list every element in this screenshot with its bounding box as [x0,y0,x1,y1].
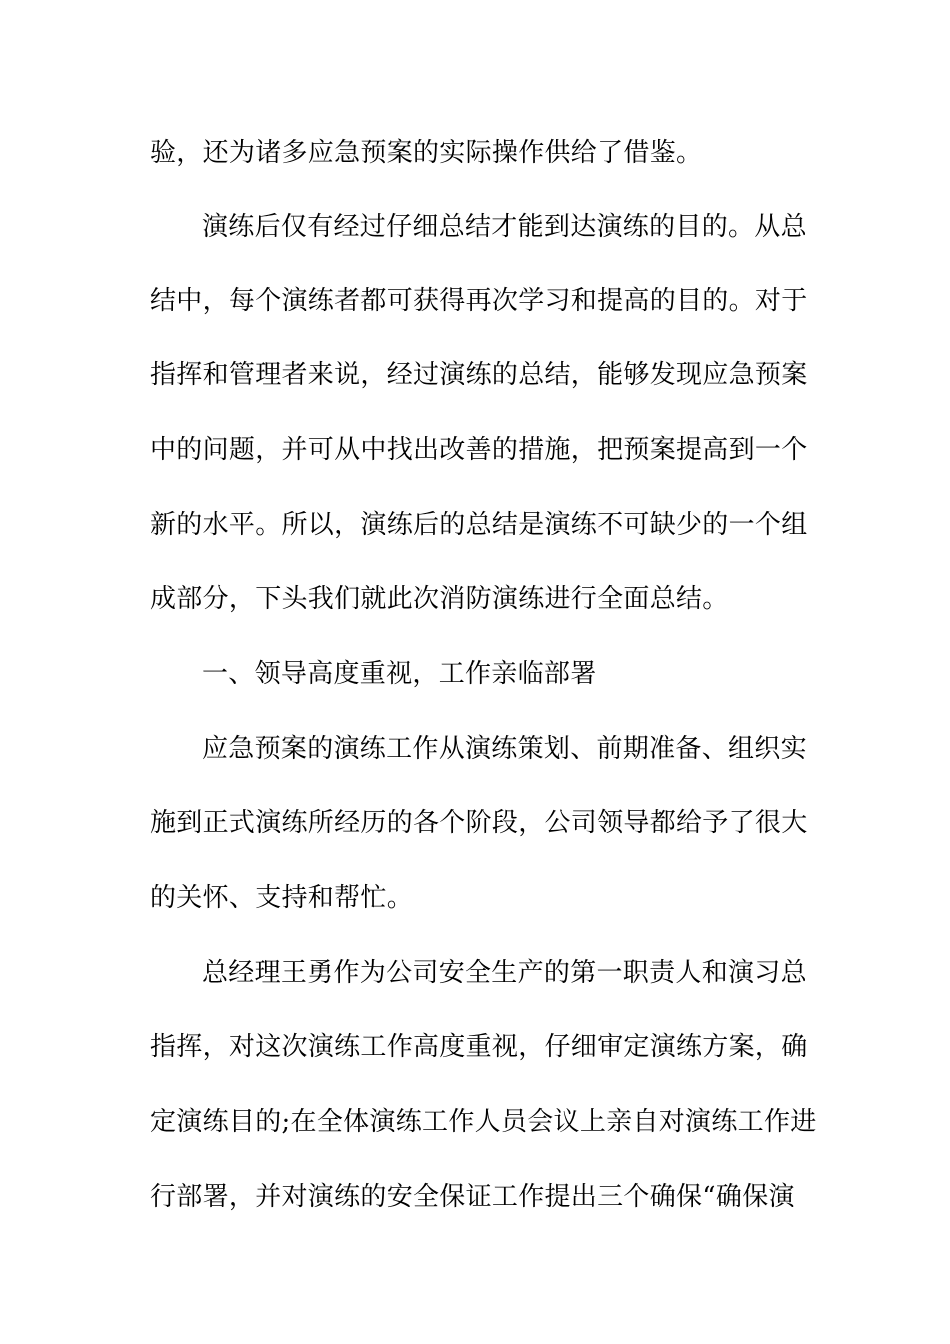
text-line: 成部分，下头我们就此次消防演练进行全面总结。 [150,584,729,614]
section-heading: 一、领导高度重视，工作亲临部署 [202,659,597,689]
text-line: 中的问题，并可从中找出改善的措施，把预案提高到一个 [150,435,808,465]
text-line: 验，还为诸多应急预案的实际操作供给了借鉴。 [150,138,703,168]
text-line: 新的水平。所以，演练后的总结是演练不可缺少的一个组 [150,510,808,540]
text-line: 的关怀、支持和帮忙。 [150,883,414,913]
text-line: 指挥，对这次演练工作高度重视，仔细审定演练方案，确 [150,1032,808,1062]
paragraph-first-line: 总经理王勇作为公司安全生产的第一职责人和演习总 [202,958,807,988]
text-line: 结中，每个演练者都可获得再次学习和提高的目的。对于 [150,286,808,316]
text-line: 定演练目的;在全体演练工作人员会议上亲自对演练工作进 [150,1107,817,1137]
paragraph-first-line: 演练后仅有经过仔细总结才能到达演练的目的。从总 [202,212,807,242]
text-line: 行部署，并对演练的安全保证工作提出三个确保“确保演 [150,1182,795,1212]
paragraph-first-line: 应急预案的演练工作从演练策划、前期准备、组织实 [202,734,807,764]
text-line: 指挥和管理者来说，经过演练的总结，能够发现应急预案 [150,360,808,390]
text-line: 施到正式演练所经历的各个阶段，公司领导都给予了很大 [150,808,808,838]
